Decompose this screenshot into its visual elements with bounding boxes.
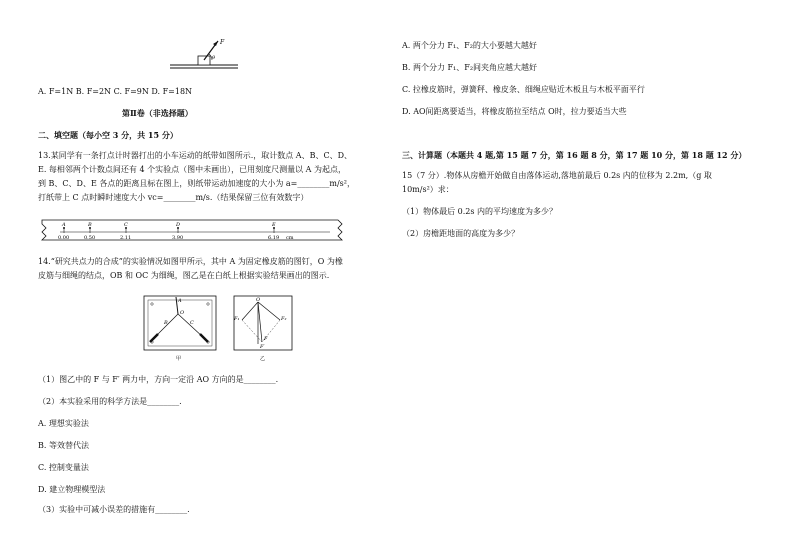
- q14-line2: 皮筋与细绳的结点，OB 和 OC 为细绳，图乙是在白纸上根据实验结果画出的图示.: [38, 271, 330, 280]
- tape-value-c: 2.11: [120, 235, 132, 241]
- tape-label-e: E: [272, 222, 276, 228]
- figure-yi: [232, 294, 296, 364]
- q14-sub2: （2）本实验采用的科学方法是________.: [38, 397, 182, 406]
- tape-label-a: A: [62, 222, 66, 228]
- paper-outline: [234, 296, 292, 350]
- right-option-b: B. 两个分力 F₁、F₂间夹角应越大越好: [402, 63, 538, 72]
- q13-line3: 到 B、C、D、E 各点的距离且标在图上，则纸带运动加速度的大小为 a=________m/s²，: [38, 179, 355, 188]
- force-angle-figure: [170, 38, 240, 72]
- right-option-a: A. 两个分力 F₁、F₂的大小要越大越好: [402, 41, 537, 50]
- force-label: F: [220, 39, 225, 46]
- right-option-d: D. AO间距离要适当，将橡皮筋拉至结点 O时，拉力要适当大些: [402, 107, 627, 116]
- section2-title: 二、填空题（每小空 3 分，共 15 分）: [38, 130, 178, 140]
- q14-option-c: C. 控制变量法: [38, 463, 89, 472]
- figure-jia: [142, 294, 220, 364]
- label-f-prime: F′: [260, 344, 265, 350]
- caption-jia: 甲: [176, 356, 182, 362]
- q15-line1: 15（7 分）.物体从房檐开始做自由落体运动,落地前最后 0.2s 内的位移为 2.2m,（g 取: [402, 171, 712, 180]
- q14-line1: 14.“研究共点力的合成”的实验情况如图甲所示，其中 A 为固定橡皮筋的图钉，O 为橡: [38, 257, 343, 266]
- q14-sub3: （3）实验中可减小误差的措施有________.: [38, 505, 190, 514]
- q13-line4: 打纸带上 C 点时瞬时速度大小 vc=________m/s.（结果保留三位有效数字）: [38, 193, 309, 202]
- q15-line2: 10m/s²）求：: [402, 185, 454, 194]
- label-f1: F₁: [234, 316, 240, 322]
- q15-sub1: （1）物体最后 0.2s 内的平均速度为多少？: [402, 207, 558, 216]
- label-f2: F₂: [281, 316, 287, 322]
- tape-value-b: 0.50: [84, 235, 96, 241]
- label-o2: O: [256, 297, 261, 303]
- tape-value-d: 3.90: [172, 235, 184, 241]
- tape-value-e: 6.19: [268, 235, 280, 241]
- q14-option-d: D. 建立物理模型法: [38, 485, 106, 494]
- label-a: A: [178, 298, 182, 304]
- tape-value-a: 0.00: [58, 235, 70, 241]
- prev-question-options: A. F=1N B. F=2N C. F=9N D. F=18N: [38, 87, 193, 96]
- q15-sub2: （2）房檐距地面的高度为多少？: [402, 229, 520, 238]
- q13-line1: 13.某同学有一条打点计时器打出的小车运动的纸带如图所示.，取计数点 A、B、C、D、: [38, 151, 352, 160]
- tape-label-c: C: [124, 222, 128, 228]
- block: [198, 56, 210, 65]
- label-c: C: [190, 320, 194, 326]
- q14-option-b: B. 等效替代法: [38, 441, 89, 450]
- volume-title: 第Ⅱ卷（非选择题）: [122, 108, 193, 118]
- section3-title: 三、计算题（本题共 4 题,第 15 题 7 分，第 16 题 8 分，第 17 题 10 分，第 18 题 12 分）: [402, 150, 747, 160]
- tape-label-d: D: [176, 222, 181, 228]
- tape-unit: cm: [286, 235, 294, 241]
- q13-line2: E. 每相邻两个计数点间还有 4 个实验点（图中未画出），已用刻度尺测量以 A 为起点，: [38, 165, 346, 174]
- caption-yi: 乙: [260, 356, 266, 362]
- board-outer: [144, 296, 216, 350]
- paper-tape-figure: [38, 218, 390, 244]
- force-arrow-head: [213, 41, 218, 46]
- label-f: F: [264, 336, 268, 342]
- label-o: O: [180, 310, 185, 316]
- label-b: B: [164, 320, 168, 326]
- right-option-c: C. 拉橡皮筋时，弹簧秤、橡皮条、细绳应贴近木板且与木板平面平行: [402, 85, 645, 94]
- angle-label: θ: [212, 55, 216, 61]
- q14-option-a: A. 理想实验法: [38, 419, 89, 428]
- tape-label-b: B: [88, 222, 92, 228]
- q14-sub1: （1）图乙中的 F 与 F′ 两力中，方向一定沿 AO 方向的是________.: [38, 375, 279, 384]
